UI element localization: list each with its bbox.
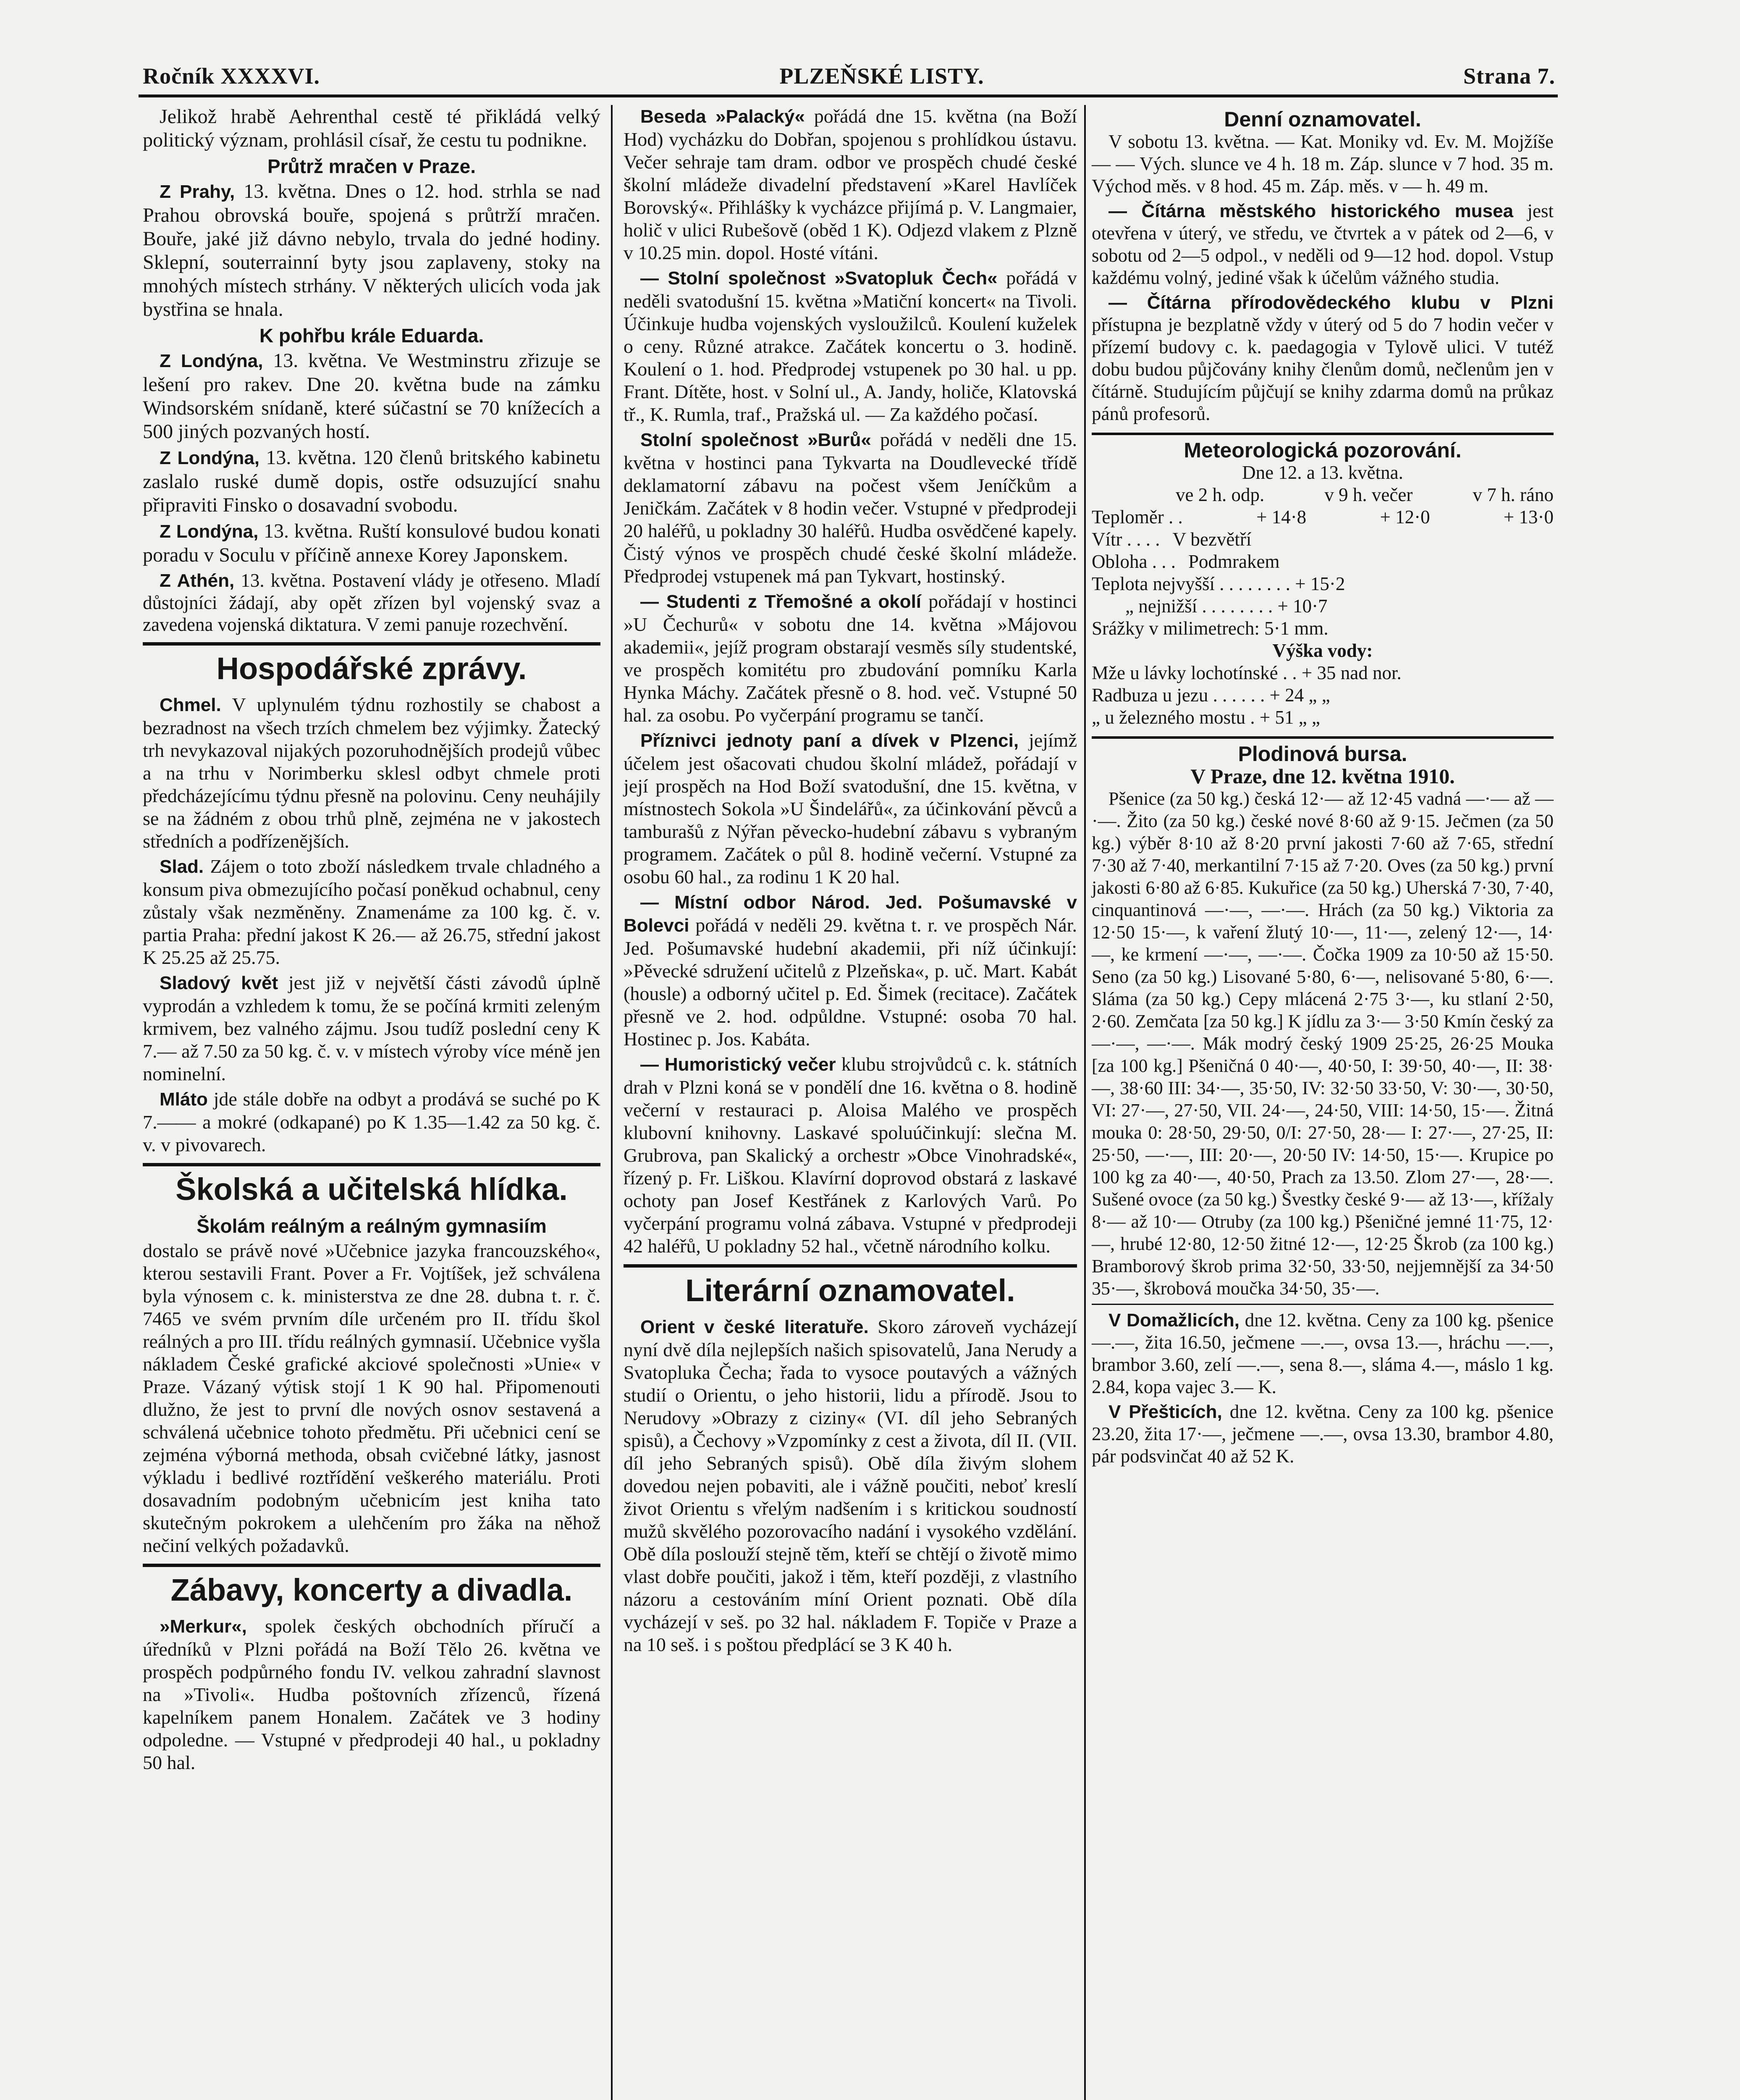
prague-date: V Praze, dne 12. května 1910. [1190, 764, 1455, 788]
bourse-heading: Plodinová bursa. [1238, 742, 1407, 766]
domazlice-lead: V Domažlicích, [1108, 1310, 1240, 1331]
friends-text: jejímž účelem jest ošacovati chudou školní mládež, pořádají v její prospěch na Hod Boží svatodušní, dne 15. května, v místnostech Sokola »U Šindelářů«, za účinkování pěvců a tamburašů z Nýřan pěvecko-hudební zábavu s vybraným programem. Začátek o půl 8. hodině večerní. Vstupné za osobu 60 hal., za rodinu 1 K 20 hal. [624, 730, 1077, 887]
athens-text: 13. května. Postavení vlády je otřeseno. Mladí důstojníci žádají, aby opět zřízen byl vojenský svaz a zavedena vojenská diktatura. V zemi panuje rozechvění. [143, 570, 600, 635]
water-heading: Výška vody: [1272, 640, 1373, 661]
reading-room-text: jest otevřena v úterý, ve středu, ve čtvrtek a v pátek od 2—6, v sobotu od 2—5 odpol., v neděli od 9—12 hod. dopol. Vstup každému volný, jediné však k účelům vážného studia. [1092, 200, 1554, 288]
prestice-text: dne 12. května. Ceny za 100 kg. pšenice 23.20, žita 17·—, ječmene —.—, ovsa 13.30, brambor 4.80, pár podsvinčat 40 až 52 K. [1092, 1401, 1554, 1467]
bolevec-text: pořádá v neděli 29. května t. r. ve prospěch Nár. Jed. Pošumavské hudební akademii, při níž účinkují: »Pěvecké sdružení učitelů z Plzeňska«, p. uč. Mart. Kabát (housle) a odborný učitel p. Ed. Šimek (recitace). Začátek přesně ve 2. hod. odpůldne. Vstupné: osoba 70 hal. Hostinec p. Jos. Kabáta. [624, 914, 1077, 1050]
students-lead: — Studenti z Třemošné a okolí [640, 591, 922, 612]
orient-text: Skoro zároveň vycházejí nyní dvě díla nejlepších našich spisovatelů, Jana Nerudy a Svatopluka Čecha; řada to vysoce poutavých a vážných studií o Orientu, o jeho historii, lidu a přírodě. Jsou to Nerudovy »Obrazy z ciziny« (VI. díl jeho Sebraných spisů), a Čechovy »Vzpomínky z cest a života, díl II. (VII. díl jeho Sebraných spisů). Obě díla živým slohem dovedou nejen pobaviti, ale i vážně poučiti, neboť kreslí život Orientu s vřelým nadšením i s kritickou soudností mužů skvělého pozorovacího nadání i vysokého vzdělání. Obě díla poslouží stejně těm, kteří se chtějí o životě mimo vlast dobře poučiti, jakož i těm, kteří později, z vlastního názoru a cestováním míní Orient poznati. Obě díla vycházejí v seš. po 32 hal. nákladem F. Topiče v Praze a na 10 seš. i s poštou předplácí se 3 K 40 h. [624, 1316, 1077, 1655]
athens-lead: Z Athén, [160, 570, 235, 591]
merkur-lead: »Merkur«, [160, 1616, 247, 1637]
water-row: Mže u lávky lochotínské . . + 35 nad nor. [1092, 662, 1402, 683]
meteo-label: Vítr . . . . [1092, 529, 1160, 550]
literary-section-heading: Literární oznamovatel. [624, 1264, 1077, 1311]
draff-lead: Mláto [160, 1089, 208, 1110]
storm-lead: Z Prahy, [160, 181, 235, 202]
meteo-rain: Srážky v milimetrech: 5·1 mm. [1092, 618, 1329, 639]
meteo-label: Teploměr . . [1092, 507, 1183, 528]
water-row: „ u železného mostu . + 51 „ „ [1092, 707, 1320, 728]
meteo-rule [1092, 433, 1554, 435]
meteo-label: Obloha . . . [1092, 551, 1176, 572]
column-divider-2 [1084, 105, 1086, 2100]
storm-text: 13. května. Dnes o 12. hod. strhla se nad Prahou obrovská bouře, spojená s průtrží mračen. Bouře, jaké již dávno nebylo, trvala do jedné hodiny. Sklepní, souterrainní byty jsou zaplaveny, stoky na mnohých místech strhány. V některých ulicích voda jak bystřina se hnala. [143, 180, 600, 320]
storm-heading: Průtrž mračen v Praze. [267, 155, 476, 177]
london2-lead: Z Londýna, [160, 448, 260, 468]
humor-lead: — Humoristický večer [640, 1054, 836, 1075]
malt-text: Zájem o toto zboží následkem trvale chladného a konsum piva obmezujícího počasí poněkud ochabnul, ceny zůstaly však nezměněny. Znamenáme za 100 kg. č. v. partia Praha: přední jakost K 26.— až 26.75, střední jakost K 25.25 až 25.75. [143, 856, 601, 968]
merkur-text: spolek českých obchodních příručí a úředníků v Plzni pořádá na Boží Tělo 26. května ve prospěch podpůrného fondu IV. velkou zahradní slavnost na »Tivoli«. Hudba poštovních zřízenců, řízená kapelníkem panem Honalem. Začátek ve 3 hodiny odpoledne. — Vstupné v předprodeji 40 hal., u pokladny 50 hal. [143, 1615, 600, 1773]
column-2 [624, 105, 1077, 1659]
meteo-heading: Meteorologická pozorování. [1184, 438, 1462, 462]
orient-lead: Orient v české literatuře. [640, 1317, 869, 1337]
economy-section-heading: Hospodářské zprávy. [143, 642, 600, 689]
hops-text: V uplynulém týdnu rozhostily se chabost a bezradnost na všech trzích chmelem bez výjimky. Žatecký trh nevykazoval nijakých pozoruhodnějších prodejů vůbec a na trhu v Norimberku sklesl odbyt chmele proti předcházejícímu týdnu přesně na polovinu. Ceny neuhájily se na žádném z obou trhů plně, zejména ne v jakostech středních a podřízenějších. [143, 694, 601, 852]
daily-text: V sobotu 13. května. — Kat. Moniky vd. Ev. M. Mojžíše — — Vých. slunce ve 4 h. 18 m. Záp. slunce v 7 hod. 35 m. Východ měs. v 8 hod. 45 m. Záp. měs. v — h. 49 m. [1092, 131, 1554, 197]
school-subheading: Školám reálným a reálným gymnasiím [197, 1215, 547, 1237]
maltbloom-lead: Sladový květ [160, 973, 278, 993]
school-text: dostalo se právě nové »Učebnice jazyka francouzského«, kterou sestavili Frant. Pover a Fr. Vojtíšek, jež schválena byla výnosem c. k. ministerstva ze dne 28. dubna t. r. č. 7465 ve svém prvním díle určeném pro II. třídu škol reálných a pro III. třídu reálných gymnasií. Učebnice vyšla nákladem České grafické akciové společnosti »Unie« v Praze. Vázaný výtisk stojí 1 K 90 hal. Připomenouti dlužno, že jest to první dle nových osnov sestavená a schválená učebnice tohoto předmětu. Při učebnici cení se zejména výborná methoda, obsah cvičebné látky, jasnost výkladu i bedlivé roztřídění veškerého materiálu. Proti dosavadním podobným učebnicím jest kniha tato skutečným pokrokem a ulehčením pro žáka na něhož nečiní velkých požadavků. [143, 1240, 600, 1556]
buru-lead: Stolní společnost »Burů« [640, 430, 871, 450]
svatopluk-lead: — Stolní společnost »Svatopluk Čech« [640, 268, 998, 289]
maltbloom-text: jest již v největší části závodů úplně vyprodán a vzhledem k tomu, že se počíná krmiti zeleným krmivem, bez valného zájmu. Jsou tudíž poslední ceny K 7.— až 7.50 za 50 kg. č. v. v místech výroby více méně jen nominelní. [143, 972, 601, 1084]
natural-club-lead: — Čítárna přírodovědeckého klubu v Plzni [1108, 292, 1554, 313]
beseda-text: pořádá dne 15. května (na Boží Hod) vycházku do Dobřan, spojenou s prohlídkou ústavu. Večer sehraje tam dram. odbor ve prospěch chudé české školní mládeže divadelní představení »Karel Havlíček Borovský«. Přihlášky k vycházce přijímá p. V. Langmaier, holič v ulici Rubešově (oběd 1 K). Odjezd vlakem z Plzně v 10.25 min. dopol. Hosté vítáni. [624, 105, 1077, 263]
column-3 [1092, 105, 1554, 1470]
prague-prices: Pšenice (za 50 kg.) česká 12·— až 12·45 vadná —·— až —·—. Žito (za 50 kg.) české nové 8·60 až 9·15. Ječmen (za 50 kg.) výběr 8·10 až 8·20 první jakosti 7·60 až 7·65, střední 7·30 až 7·40, merkantilní 7·15 až 7·20. Oves (za 50 kg.) první jakosti 6·80 až 6·85. Kukuřice (za 50 kg.) Uherská 7·30, 7·40, cinquantinová —·—, —·—. Hrách (za 50 kg.) Viktoria za 12·50 15·—, k vaření žlutý 10·—, 11·—, zelený 12·—, 14·—, ke krmení —·—, —·—. Čočka 1909 za 10·50 až 15·50. Seno (za 50 kg.) Lisované 5·80, 6·—, nelisované 5·80, 6·—. Sláma (za 50 kg.) Cepy mlácená 2·75 3·—, ku stlaní 2·50, 2·60. Zemčata [za 50 kg.] K jídlu za 3·— 3·50 Kmín český za —·—, —·—. Mák modrý český 1909 25·25, 26·25 Mouka [za 100 kg.] Pšeničná 0 40·—, 40·50, I: 39·50, 40·—, II: 38·—, 38·60 III: 34·—, 35·50, IV: 32·50 33·50, V: 30·—, 30·50, VI: 27·—, 27·50, VII. 24·—, 24·50, VIII: 14·50, 15·—. Žitná mouka 0: 28·50, 29·50, 0/I: 27·50, 28·— I: 27·—, 27·25, II: 25·50, —·—, III: 20·—, 20·50 IV: 14·50, 15·—. Krupice po 100 kg za 40·—, 40·50, Prach za 13.50. Zlom 27·—, 28·—. Sušené ovoce (za 50 kg.) Švestky české 9·— až 13·—, křížaly 8·— až 10·— Otruby (za 100 kg.) Pšeničné jemné 11·75, 12·—, hrubé 12·80, 12·50 žitné 12·—, 12·25 Škrob (za 100 kg.) Bramborový škrob prima 32·50, 33·50, nejjemnější za 34·50 35·—, škrobová moučka 34·50, 35·—. [1092, 788, 1554, 1299]
domazlice-text: dne 12. května. Ceny za 100 kg. pšenice —.—, žita 16.50, ječmene —.—, ovsa 13.—, hráchu —.—, brambor 3.60, zelí —.—, sena 8.—, sláma 4.—, máslo 1 kg. 2.84, kopa vajec 3.— K. [1092, 1310, 1554, 1397]
buru-text: pořádá v neděli dne 15. května v hostinci pana Tykvarta na Doudlevecké třídě deklamatorní zábavu na počest všem Jeníčkům a Jeničkám. Začátek v 8 hodin večer. Vstupné v předprodeji 20 haléřů, u pokladny 30 haléřů. Hudba osvědčené kapely. Čistý výnos ve prospěch chudé české školní mládeže. Předprodej vstupenek má pan Tykvart, hostinský. [624, 429, 1077, 587]
header-rule [139, 94, 1558, 97]
humor-text: klubu strojvůdců c. k. státních drah v Plzni koná se v pondělí dne 16. května o 8. hodině večerní v restauraci p. Aloisa Malého ve prospěch klubovní knihovny. Laskavé spoluúčinkují: slečna M. Grubrova, pan Skalický a orchestr »Obce Vinohradské«, řízený p. Fr. Liškou. Klavírní doprovod obstará z laskavé ochoty pan Josef Kestřánek z Karlových Varů. Po vyčerpání programu volná zábava. Vstupné v předprodeji 42 haléřů, U pokladny 52 hal., včetně národního kolku. [624, 1053, 1077, 1257]
hops-lead: Chmel. [160, 695, 221, 715]
water-row: Radbuza u jezu . . . . . . + 24 „ „ [1092, 685, 1330, 706]
meteo-date: Dne 12. a 13. května. [1242, 462, 1403, 483]
draff-text: jde stále dobře na odbyt a prodává se suché po K 7.—— a mokré (odkapané) po K 1.35—1.42 za 50 kg. č. v. v pivovarech. [143, 1088, 600, 1155]
newspaper-title: PLZEŇSKÉ LISTY. [779, 63, 984, 89]
bourse-rule [1092, 736, 1554, 739]
meteo-row-thermometer [1092, 506, 1554, 528]
natural-club-text: přístupna je bezplatně vždy v úterý od 5 do 7 hodin večer v přízemí budovy c. k. paedagogia v Tylově ulici. V tutéž dobu budou půjčovány knihy členům domů, nečlenům jen v čítárně. Studujícím půjčují se knihy zdarma domů na průkaz pánů profesorů. [1092, 314, 1554, 424]
malt-lead: Slad. [160, 856, 204, 877]
london1-text: 13. května. Ve Westminstru zřizuje se lešení pro rakev. Dne 20. května bude na zámku Windsorském snídaně, které súčastní se 70 knížecích a 500 jiných pozvaných hostí. [143, 349, 600, 443]
meteo-min-temp: „ nejnižší . . . . . . . . + 10·7 [1125, 596, 1328, 617]
beseda-lead: Beseda »Palacký« [640, 106, 805, 127]
meteo-column-headers [1092, 484, 1554, 506]
london2-text: 13. května. 120 členů britského kabinetu zaslalo ruské dumě dopis, ostře odsuzující snahu připraviti Finsko o dosavadní svobodu. [143, 446, 601, 516]
funeral-heading: K pohřbu krále Eduarda. [259, 325, 484, 346]
entertainment-section-heading: Zábavy, koncerty a divadla. [143, 1564, 600, 1611]
meteo-col-morning: v 7 h. ráno [1473, 484, 1554, 505]
meteo-value: + 14·8 [1256, 507, 1307, 528]
meteo-value: V bezvětří [1172, 529, 1252, 550]
london3-text: 13. května. Ruští konsulové budou konati poradu v Soculu v příčině annexe Korey Japonskem. [143, 520, 601, 566]
meteo-value: + 13·0 [1503, 507, 1554, 528]
london3-lead: Z Londýna, [160, 521, 259, 542]
reading-room-lead: — Čítárna městského historického musea [1108, 201, 1514, 221]
prestice-lead: V Přešticích, [1108, 1402, 1222, 1422]
column-divider-1 [611, 105, 613, 2100]
meteo-row-wind [1092, 528, 1554, 551]
london1-lead: Z Londýna, [160, 351, 263, 371]
meteo-value: Podmrakem [1188, 551, 1280, 572]
bolevec-lead: — Místní odbor Národ. Jed. Pošumavské v Bolevci [624, 892, 1077, 936]
meteo-max-temp: Teplota nejvyšší . . . . . . . . + 15·2 [1092, 573, 1345, 594]
friends-lead: Příznivci jednoty paní a dívek v Plzenci, [640, 730, 1019, 751]
meteo-col-evening: v 9 h. večer [1324, 484, 1413, 505]
article-intro: Jelikož hrabě Aehrenthal cestě té přikládá velký politický význam, prohlásil císař, že cestu tu podnikne. [143, 105, 600, 151]
volume-number: Ročník XXXXVI. [143, 63, 320, 89]
page-number: Strana 7. [1463, 63, 1555, 89]
meteo-value: + 12·0 [1380, 507, 1430, 528]
meteo-col-afternoon: ve 2 h. odp. [1176, 484, 1265, 505]
svatopluk-text: pořádá v neděli svatodušní 15. května »Matiční koncert« na Tivoli. Účinkuje hudba vojenských vysloužilců. Koulení kuželek o ceny. Různé atrakce. Začátek koncertu o 3. hodině. Koulení o 1. hod. Předprodej vstupenek po 30 hal. u pp. Frant. Dítěte, host. v Solní ul., A. Jandy, holiče, Klatovská tř., K. Rumla, traf., Pražská ul. — Za každého počasí. [624, 267, 1077, 425]
school-section-heading: Školská a učitelská hlídka. [143, 1163, 600, 1210]
meteo-row-sky [1092, 551, 1554, 573]
column-1 [143, 105, 600, 1777]
daily-heading: Denní oznamovatel. [1224, 108, 1421, 131]
students-text: pořádají v hostinci »U Čechurů« v sobotu dne 14. května »Májovou akademii«, jejíž program obstarají vesměs síly studentské, ve prospěch komitétu pro zbudování pomníku Karla Hynka Máchy. Začátek přesně o 8. hod. več. Vstupné 50 hal. za osobu. Po vyčerpání programu se tančí. [624, 591, 1077, 726]
prices-rule [1092, 1304, 1554, 1305]
